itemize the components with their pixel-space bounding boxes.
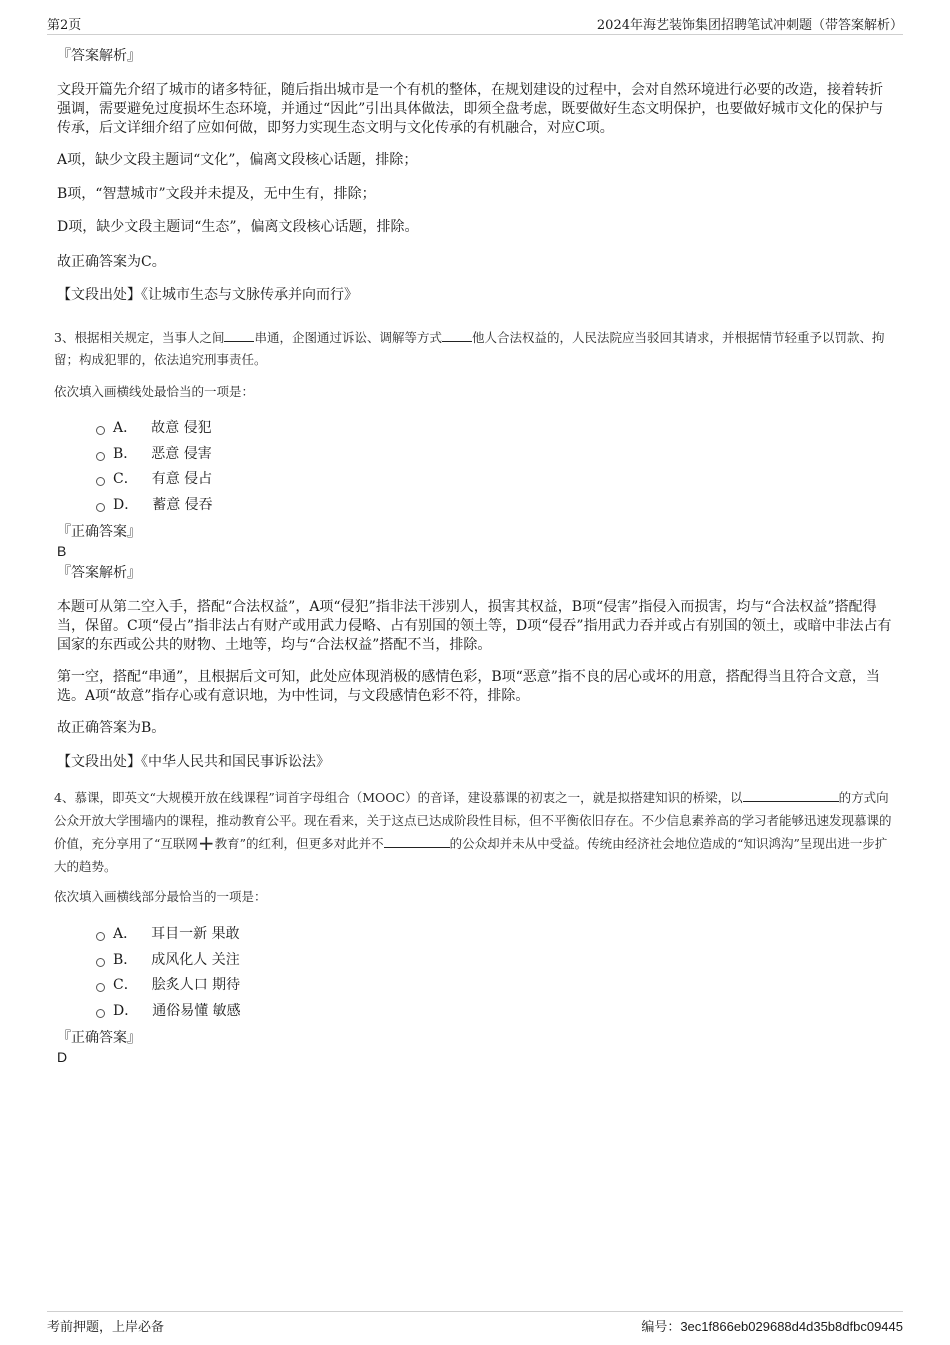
q3-blank-1 (224, 328, 254, 342)
q4-prompt: 依次填入画横线部分最恰当的一项是： (54, 889, 267, 904)
radio-icon[interactable] (96, 958, 105, 967)
q3-analysis-paragraph-1: 本题可从第二空入手，搭配“合法权益”，A项“侵犯”指非法干涉别人，损害其权益，B项“侵害”指侵入而损害，均与“合法权益”搭配得当，保留。C项“侵占”指非法占有财产或用武力侵略、占有别国的领土等，D项“侵吞”指用武力吞并或占有别国的领土，或暗中非法占有国家的东西或公共的财物、土地等，均与“合法权益”搭配不当，排除。 (57, 599, 892, 653)
q4-option-b[interactable]: B． 成风化人 关注 (96, 950, 240, 970)
radio-icon[interactable] (96, 503, 105, 512)
q4-answer: D (57, 1049, 68, 1065)
q3-blank-2 (442, 328, 472, 342)
q2-option-d-explanation: D项，缺少文段主题词“生态”，偏离文段核心话题，排除。 (57, 219, 419, 235)
q3-answer-heading: 『正确答案』 (57, 524, 141, 540)
q4-option-d[interactable]: D． 通俗易懂 敏感 (96, 1001, 241, 1021)
q3-option-b[interactable]: B． 恶意 侵害 (96, 444, 212, 464)
q3-option-c[interactable]: C． 有意 侵占 (96, 469, 212, 489)
radio-icon[interactable] (96, 1009, 105, 1018)
q2-analysis-paragraph: 文段开篇先介绍了城市的诸多特征，随后指出城市是一个有机的整体，在规划建设的过程中，会对自然环境进行必要的改造，接着转折强调，需要避免过度损坏生态环境，并通过“因此”引出具体做法，即须全盘考虑，既要做好生态文明保护，也要做好城市文化的保护与传承，后文详细介绍了应如何做，即努力实现生态文明与文化传承的有机融合，对应C项。 (57, 82, 884, 136)
q2-analysis-heading: 『答案解析』 (57, 48, 141, 64)
radio-icon[interactable] (96, 932, 105, 941)
q3-option-d[interactable]: D． 蓄意 侵吞 (96, 495, 213, 515)
radio-icon[interactable] (96, 452, 105, 461)
page-header (47, 14, 903, 35)
q3-answer: B (57, 543, 67, 559)
q4-option-a[interactable]: A． 耳目一新 果敢 (96, 924, 240, 944)
radio-icon[interactable] (96, 426, 105, 435)
q4-answer-heading: 『正确答案』 (57, 1030, 141, 1046)
q2-option-a-explanation: A项，缺少文段主题词“文化”，偏离文段核心话题，排除； (57, 152, 418, 168)
q3-stem: 3、根据相关规定，当事人之间 串通，企图通过诉讼、调解等方式 他人合法权益的，人民法院应当驳回其请求，并根据情节轻重予以罚款、拘留；构成犯罪的，依法追究刑事责任。 (54, 330, 885, 367)
q3-conclusion: 故正确答案为B。 (57, 720, 166, 736)
page-footer (47, 1311, 903, 1337)
q4-blank-2 (384, 834, 450, 848)
q2-option-b-explanation: B项，“智慧城市”文段并未提及，无中生有，排除； (57, 186, 376, 202)
q4-option-c[interactable]: C． 脍炙人口 期待 (96, 975, 240, 995)
q4-stem: 4、慕课，即英文“大规模开放在线课程”词首字母组合（MOOC）的音译，建设慕课的初衷之一，就是拟搭建知识的桥梁，以 的方式向公众开放大学围墙内的课程，推动教育公平。现在看来，关于这点已达成阶段性目标，但不平衡依旧存在。不少信息素养高的学习者能够迅速发现慕课的价值，充分享用了“互联网+教育”的红利，但更多对此并不 的公众却并未从中受益。传统由经济社会地位造成的“知识鸿沟”呈现出进一步扩大的趋势。 (54, 790, 892, 874)
document-title: 2024年海艺装饰集团招聘笔试冲刺题（带答案解析） (596, 18, 903, 33)
q2-source: 【文段出处】《让城市生态与文脉传承并向而行》 (57, 287, 358, 303)
radio-icon[interactable] (96, 983, 105, 992)
q3-option-a[interactable]: A． 故意 侵犯 (96, 418, 212, 438)
page-number: 第2页 (47, 18, 82, 33)
q2-conclusion: 故正确答案为C。 (57, 254, 166, 270)
q4-blank-1 (743, 788, 839, 802)
footer-slogan: 考前押题，上岸必备 (47, 1320, 165, 1335)
footer-code: 编号：3ec1f866eb029688d4d35b8dfbc09445 (641, 1319, 903, 1335)
q3-analysis-paragraph-2: 第一空，搭配“串通”，且根据后文可知，此处应体现消极的感情色彩，B项“恶意”指不良的居心或坏的用意，搭配得当且符合文意，当选。A项“故意”指存心或有意识地，为中性词，与文段感情色彩不符，排除。 (57, 669, 880, 704)
q3-prompt: 依次填入画横线处最恰当的一项是： (54, 384, 255, 399)
q3-source: 【文段出处】《中华人民共和国民事诉讼法》 (57, 754, 330, 770)
radio-icon[interactable] (96, 477, 105, 486)
q3-analysis-heading: 『答案解析』 (57, 565, 141, 581)
